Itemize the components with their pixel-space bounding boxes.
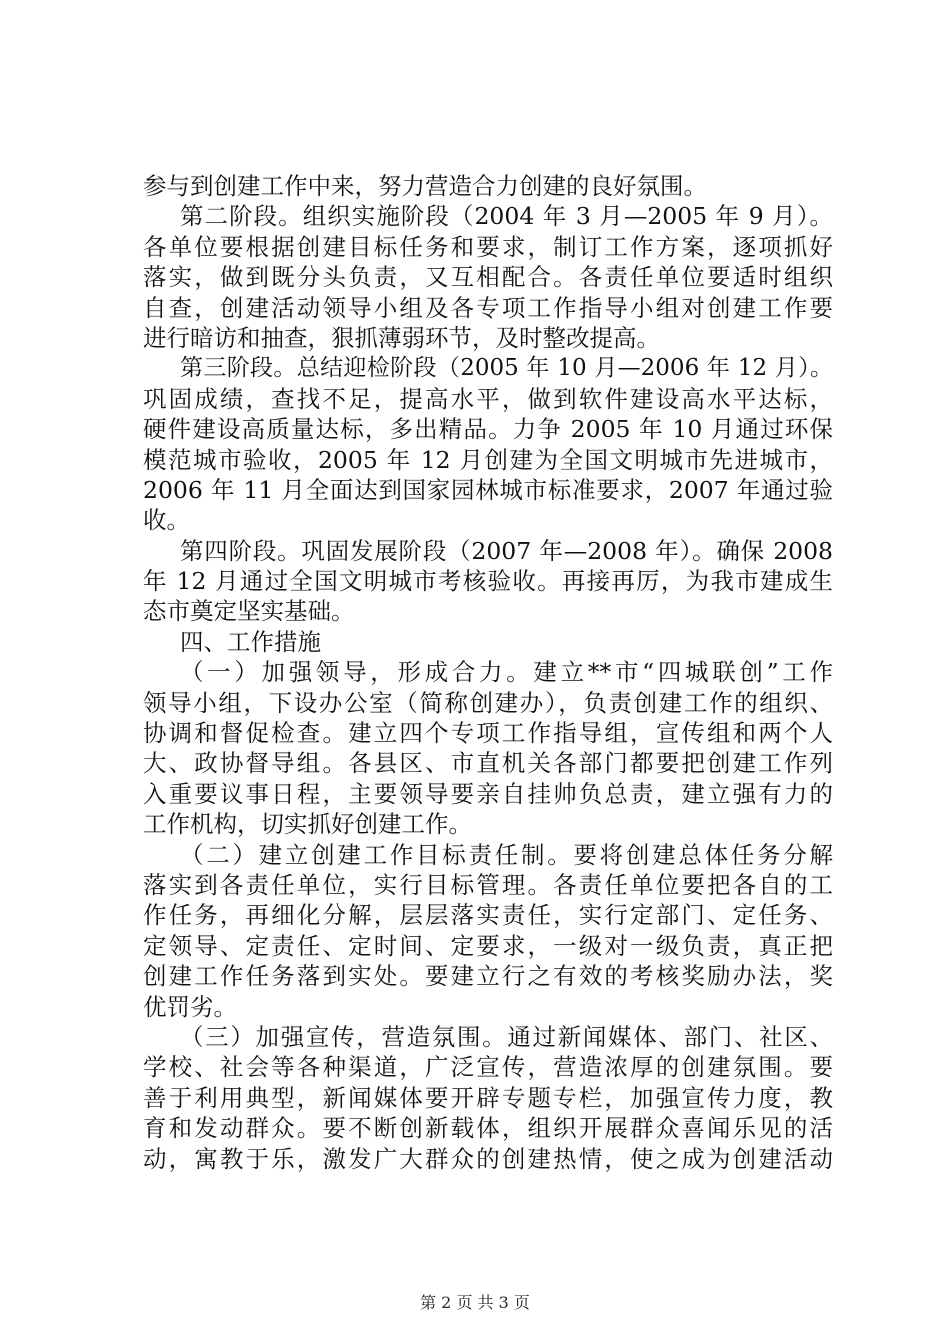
text-line: 第四阶段。巩固发展阶段（2007 年—2008 年）。确保 2008 xyxy=(180,536,833,565)
text-line: 态市奠定坚实基础。 xyxy=(143,597,355,626)
text-line: 2006 年 11 月全面达到国家园林城市标准要求，2007 年通过验 xyxy=(143,475,833,504)
text-line: 创建工作任务落到实处。要建立行之有效的考核奖励办法，奖 xyxy=(143,962,833,991)
text-line: 工作机构，切实抓好创建工作。 xyxy=(143,810,472,839)
text-line: 育和发动群众。要不断创新载体，组织开展群众喜闻乐见的活 xyxy=(143,1114,833,1143)
text-line: 收。 xyxy=(143,506,190,535)
document-body xyxy=(143,171,833,1174)
text-line: 参与到创建工作中来，努力营造合力创建的良好氛围。 xyxy=(143,172,707,200)
text-line: 入重要议事日程，主要领导要亲自挂帅负总责，建立强有力的 xyxy=(143,779,833,808)
text-line: （二）建立创建工作目标责任制。要将创建总体任务分解 xyxy=(180,840,833,869)
text-line: 落实，做到既分头负责，又互相配合。各责任单位要适时组织 xyxy=(143,263,833,292)
text-line: 优罚劣。 xyxy=(143,992,237,1021)
page-footer: 第 2 页 共 3 页 xyxy=(420,1293,530,1312)
text-line: 四、工作措施 xyxy=(180,627,321,656)
text-line: 进行暗访和抽查，狠抓薄弱环节，及时整改提高。 xyxy=(143,323,660,352)
text-line: （三）加强宣传，营造氛围。通过新闻媒体、部门、社区、 xyxy=(180,1022,833,1051)
text-line: 自查，创建活动领导小组及各专项工作指导小组对创建工作要 xyxy=(143,293,833,322)
text-line: 巩固成绩，查找不足，提高水平，做到软件建设高水平达标， xyxy=(143,384,833,413)
text-line: 各单位要根据创建目标任务和要求，制订工作方案，逐项抓好 xyxy=(143,232,833,261)
text-line: 落实到各责任单位，实行目标管理。各责任单位要把各自的工 xyxy=(143,870,833,899)
text-line: 硬件建设高质量达标，多出精品。力争 2005 年 10 月通过环保 xyxy=(143,415,833,444)
text-line: 作任务，再细化分解，层层落实责任，实行定部门、定任务、 xyxy=(143,901,833,930)
text-line: 领导小组，下设办公室（简称创建办），负责创建工作的组织、 xyxy=(143,688,833,717)
text-line: 协调和督促检查。建立四个专项工作指导组，宣传组和两个人 xyxy=(143,719,833,748)
text-line: 动，寓教于乐，激发广大群众的创建热情，使之成为创建活动 xyxy=(143,1144,833,1173)
text-line: 模范城市验收，2005 年 12 月创建为全国文明城市先进城市， xyxy=(143,445,833,474)
text-line: 善于利用典型，新闻媒体要开辟专题专栏，加强宣传力度，教 xyxy=(143,1083,833,1112)
text-line: 第二阶段。组织实施阶段（2004 年 3 月—2005 年 9 月）。 xyxy=(180,202,833,231)
text-line: 年 12 月通过全国文明城市考核验收。再接再厉，为我市建成生 xyxy=(143,567,833,596)
text-line: 大、政协督导组。各县区、市直机关各部门都要把创建工作列 xyxy=(143,749,833,778)
text-line: （一）加强领导，形成合力。建立**市“四城联创”工作 xyxy=(180,658,833,687)
text-line: 学校、社会等各种渠道，广泛宣传，营造浓厚的创建氛围。要 xyxy=(143,1053,833,1082)
text-line: 第三阶段。总结迎检阶段（2005 年 10 月—2006 年 12 月）。 xyxy=(180,355,833,382)
text-line: 定领导、定责任、定时间、定要求，一级对一级负责，真正把 xyxy=(143,931,833,960)
